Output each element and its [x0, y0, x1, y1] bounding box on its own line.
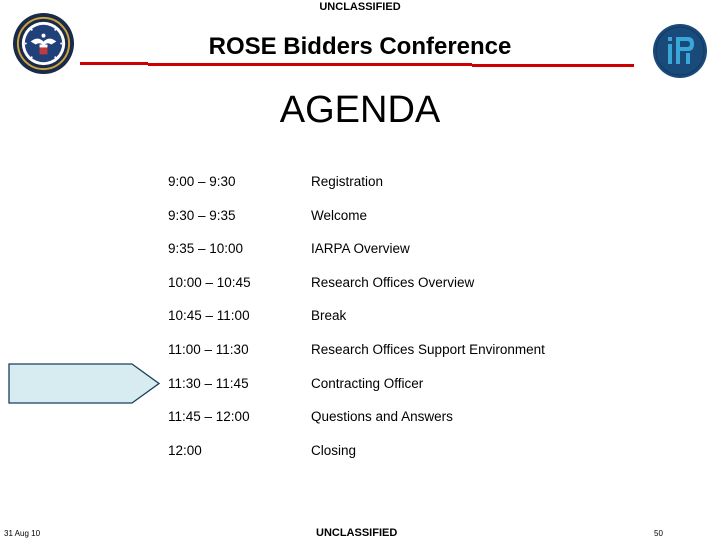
agenda-table [168, 170, 608, 472]
agenda-row [168, 405, 608, 439]
agenda-item: Research Offices Support Environment [311, 341, 545, 357]
agenda-item: Registration [311, 174, 384, 189]
agenda-row [168, 204, 608, 238]
agenda-item: Questions and Answers [311, 409, 453, 425]
agenda-item: Closing [311, 442, 357, 458]
agenda-time: 10:45 – 11:00 [168, 308, 250, 324]
agenda-item: IARPA Overview [311, 241, 410, 257]
agenda-row-current [168, 372, 608, 406]
agenda-item: Contracting Officer [311, 375, 424, 391]
classification-banner-top: UNCLASSIFIED [319, 1, 401, 13]
slide-title: ROSE Bidders Conference [208, 33, 512, 60]
footer-date: 31 Aug 10 [4, 529, 41, 538]
title-underline-rule [80, 62, 634, 66]
agenda-row [168, 271, 608, 305]
agenda-heading: AGENDA [279, 89, 441, 131]
agenda-row [168, 338, 608, 372]
arrow-pointer-icon [8, 363, 160, 404]
agenda-time: 9:00 – 9:30 [168, 174, 236, 189]
agenda-row [168, 439, 608, 473]
agenda-row [168, 304, 608, 338]
iarpa-logo-icon [652, 23, 708, 79]
agenda-time: 11:30 – 11:45 [168, 375, 249, 391]
agenda-time: 11:00 – 11:30 [168, 341, 249, 357]
agenda-item: Break [311, 308, 347, 324]
classification-banner-bottom: UNCLASSIFIED [316, 527, 398, 539]
agenda-row [168, 237, 608, 271]
agenda-time: 11:45 – 12:00 [168, 409, 250, 425]
agenda-time: 12:00 [168, 442, 202, 458]
agenda-time: 10:00 – 10:45 [168, 274, 251, 290]
agenda-item: Research Offices Overview [311, 274, 475, 290]
page-number: 50 [654, 529, 663, 538]
agenda-item: Welcome [311, 207, 368, 223]
agenda-row [168, 170, 608, 204]
agenda-time: 9:35 – 10:00 [168, 241, 244, 257]
agenda-time: 9:30 – 9:35 [168, 207, 236, 223]
